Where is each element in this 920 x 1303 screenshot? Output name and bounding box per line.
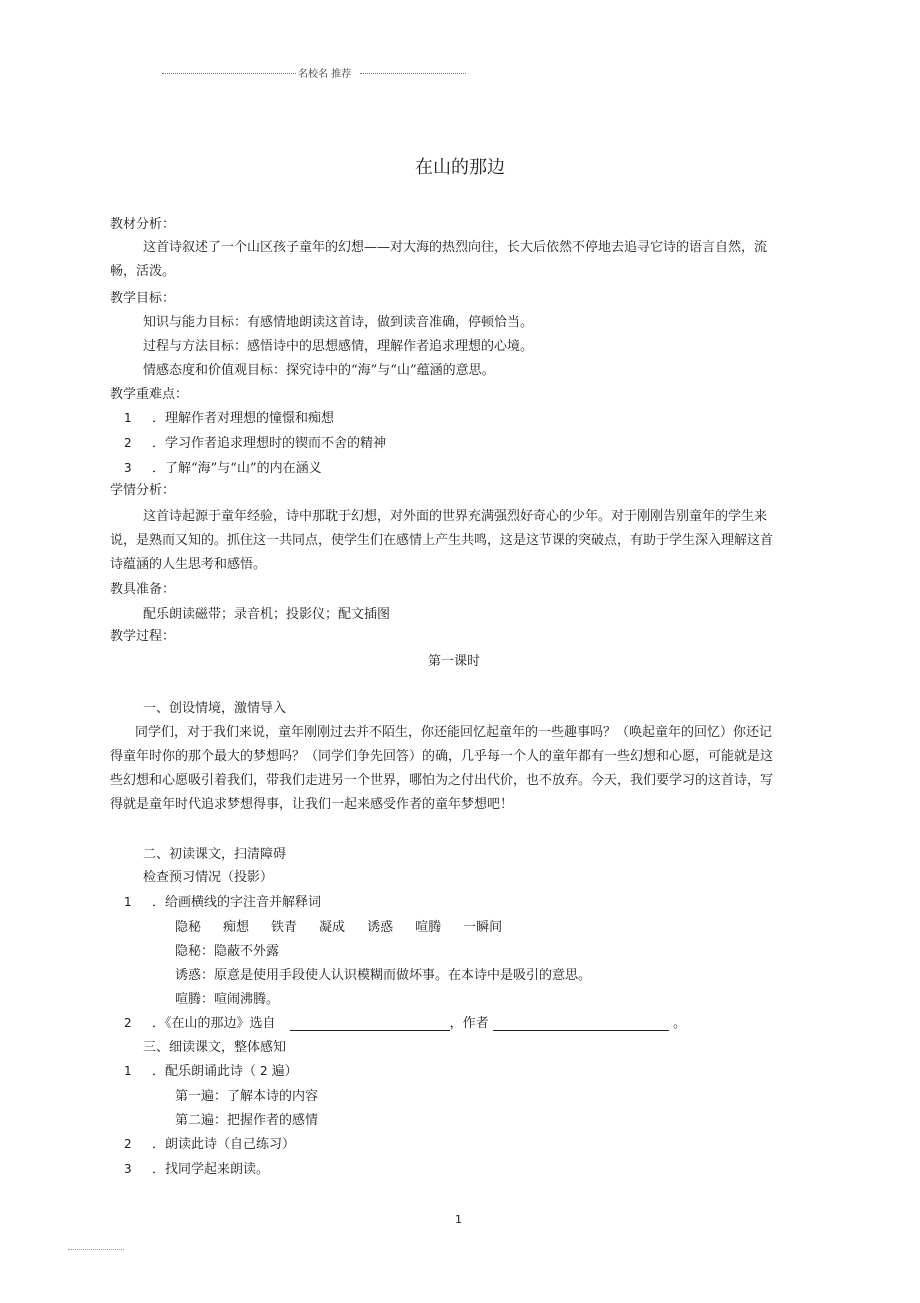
keypoint-item bbox=[124, 407, 334, 426]
part-heading-intro: 一、创设情境，激情导入 bbox=[143, 701, 287, 716]
lesson-title: 第一课时 bbox=[428, 654, 481, 669]
materials-text: 配乐朗读磁带；录音机；投影仪；配文插图 bbox=[143, 607, 391, 622]
item-text: ．朗读此诗（自己练习） bbox=[152, 1137, 296, 1152]
section-heading-materials: 教具准备： bbox=[110, 582, 176, 597]
footer-rule bbox=[68, 1249, 124, 1250]
part-heading-first-reading: 二、初读课文，扫清障碍 bbox=[143, 847, 287, 862]
goal-item: 过程与方法目标：感悟诗中的思想感情，理解作者追求理想的心境。 bbox=[143, 339, 534, 354]
page-number: 1 bbox=[455, 1213, 462, 1226]
item-number: 1 bbox=[124, 411, 132, 425]
item-text: 遍） bbox=[271, 1064, 298, 1079]
author-blank[interactable] bbox=[493, 1016, 669, 1031]
item-number: 3 bbox=[124, 1162, 132, 1176]
item-text: ，作者 bbox=[449, 1016, 489, 1031]
vocab-word: 隐秘 bbox=[175, 920, 202, 935]
goal-item: 情感态度和价值观目标：探究诗中的“海”与“山”蕴涵的意思。 bbox=[143, 363, 495, 378]
item-number: 1 bbox=[124, 1064, 132, 1078]
header-rule-left bbox=[162, 73, 296, 74]
item-text: ．了解“海”与“山”的内在涵义 bbox=[152, 461, 322, 476]
item-text: 。 bbox=[672, 1016, 686, 1031]
task-item bbox=[124, 891, 321, 910]
section-heading-process: 教学过程： bbox=[110, 629, 176, 644]
item-number: 3 bbox=[124, 461, 132, 475]
reading-round: 第一遍：了解本诗的内容 bbox=[175, 1089, 319, 1104]
vocab-word: 喧腾 bbox=[415, 920, 442, 935]
item-text: ．找同学起来朗读。 bbox=[152, 1162, 270, 1177]
fill-in-item bbox=[124, 1012, 686, 1031]
section-heading-analysis: 教材分析： bbox=[110, 217, 176, 232]
item-number: 2 bbox=[124, 1016, 132, 1030]
item-text: ．学习作者追求理想时的锲而不舍的精神 bbox=[152, 436, 387, 451]
task-item bbox=[124, 1133, 295, 1152]
learners-paragraph: 这首诗起源于童年经验，诗中那耽于幻想，对外面的世界充满强烈好奇心的少年。对于刚刚告别童年的学生来说，是熟而又知的。抓住这一共同点，使学生们在感情上产生共鸣，这是这节课的突破点，有助于学生深入理解这首诗蕴涵的人生思考和感悟。 bbox=[110, 509, 774, 572]
item-text: ．给画横线的字注音并解释词 bbox=[152, 895, 322, 910]
definition: 喧腾：喧闹沸腾。 bbox=[175, 992, 280, 1007]
item-text: ．配乐朗诵此诗（ bbox=[152, 1064, 257, 1079]
keypoint-item bbox=[124, 457, 322, 476]
vocab-word: 诱惑 bbox=[367, 920, 394, 935]
definition: 隐秘：隐蔽不外露 bbox=[175, 944, 280, 959]
item-number: 2 bbox=[124, 1137, 132, 1151]
goal-item: 知识与能力目标：有感情地朗读这首诗，做到读音准确，停顿恰当。 bbox=[143, 315, 534, 330]
item-text: 2 bbox=[260, 1064, 268, 1078]
section-heading-goals: 教学目标： bbox=[110, 291, 176, 306]
reading-round: 第二遍：把握作者的感情 bbox=[175, 1113, 319, 1128]
keypoint-item bbox=[124, 432, 386, 451]
section-heading-keypoints: 教学重难点： bbox=[110, 387, 189, 402]
vocab-word: 痴想 bbox=[223, 920, 250, 935]
source-blank[interactable] bbox=[290, 1016, 450, 1031]
section-heading-learners: 学情分析： bbox=[110, 483, 176, 498]
analysis-paragraph: 这首诗叙述了一个山区孩子童年的幻想——对大海的热烈向往，长大后依然不停地去追寻它诗的语言自然，流畅，活泼。 bbox=[110, 240, 768, 279]
task-item bbox=[124, 1060, 298, 1079]
definition: 诱惑：原意是使用手段使人认识模糊而做坏事。在本诗中是吸引的意思。 bbox=[175, 968, 592, 983]
intro-paragraph: 同学们，对于我们来说，童年刚刚过去并不陌生，你还能回忆起童年的一些趣事吗？（唤起童年的回忆）你还记得童年时你的那个最大的梦想吗？（同学们争先回答）的确，几乎每一个人的童年都有一些幻想和心愿，可能就是这些幻想和心愿吸引着我们，带我们走进另一个世界，哪怕为之付出代价，也不放弃。今天，我们要学习的这首诗，写得就是童年时代追求梦想得事，让我们一起来感受作者的童年梦想吧！ bbox=[110, 725, 774, 812]
task-item bbox=[124, 1158, 269, 1177]
document-title: 在山的那边 bbox=[415, 157, 505, 178]
vocab-word: 一瞬间 bbox=[463, 920, 503, 935]
part-heading-close-reading: 三、细读课文，整体感知 bbox=[143, 1040, 287, 1055]
item-number: 2 bbox=[124, 436, 132, 450]
item-number: 1 bbox=[124, 895, 132, 909]
vocab-word: 铁青 bbox=[271, 920, 298, 935]
header-rule-right bbox=[360, 73, 466, 74]
header-text: 名校名 推荐 bbox=[298, 69, 352, 80]
check-preview: 检查预习情况（投影） bbox=[143, 870, 274, 885]
item-text: ．《在山的那边》选自 bbox=[152, 1016, 276, 1031]
item-text: ．理解作者对理想的憧憬和痴想 bbox=[152, 411, 335, 426]
vocab-word: 凝成 bbox=[319, 920, 346, 935]
vocab-list bbox=[175, 916, 524, 935]
